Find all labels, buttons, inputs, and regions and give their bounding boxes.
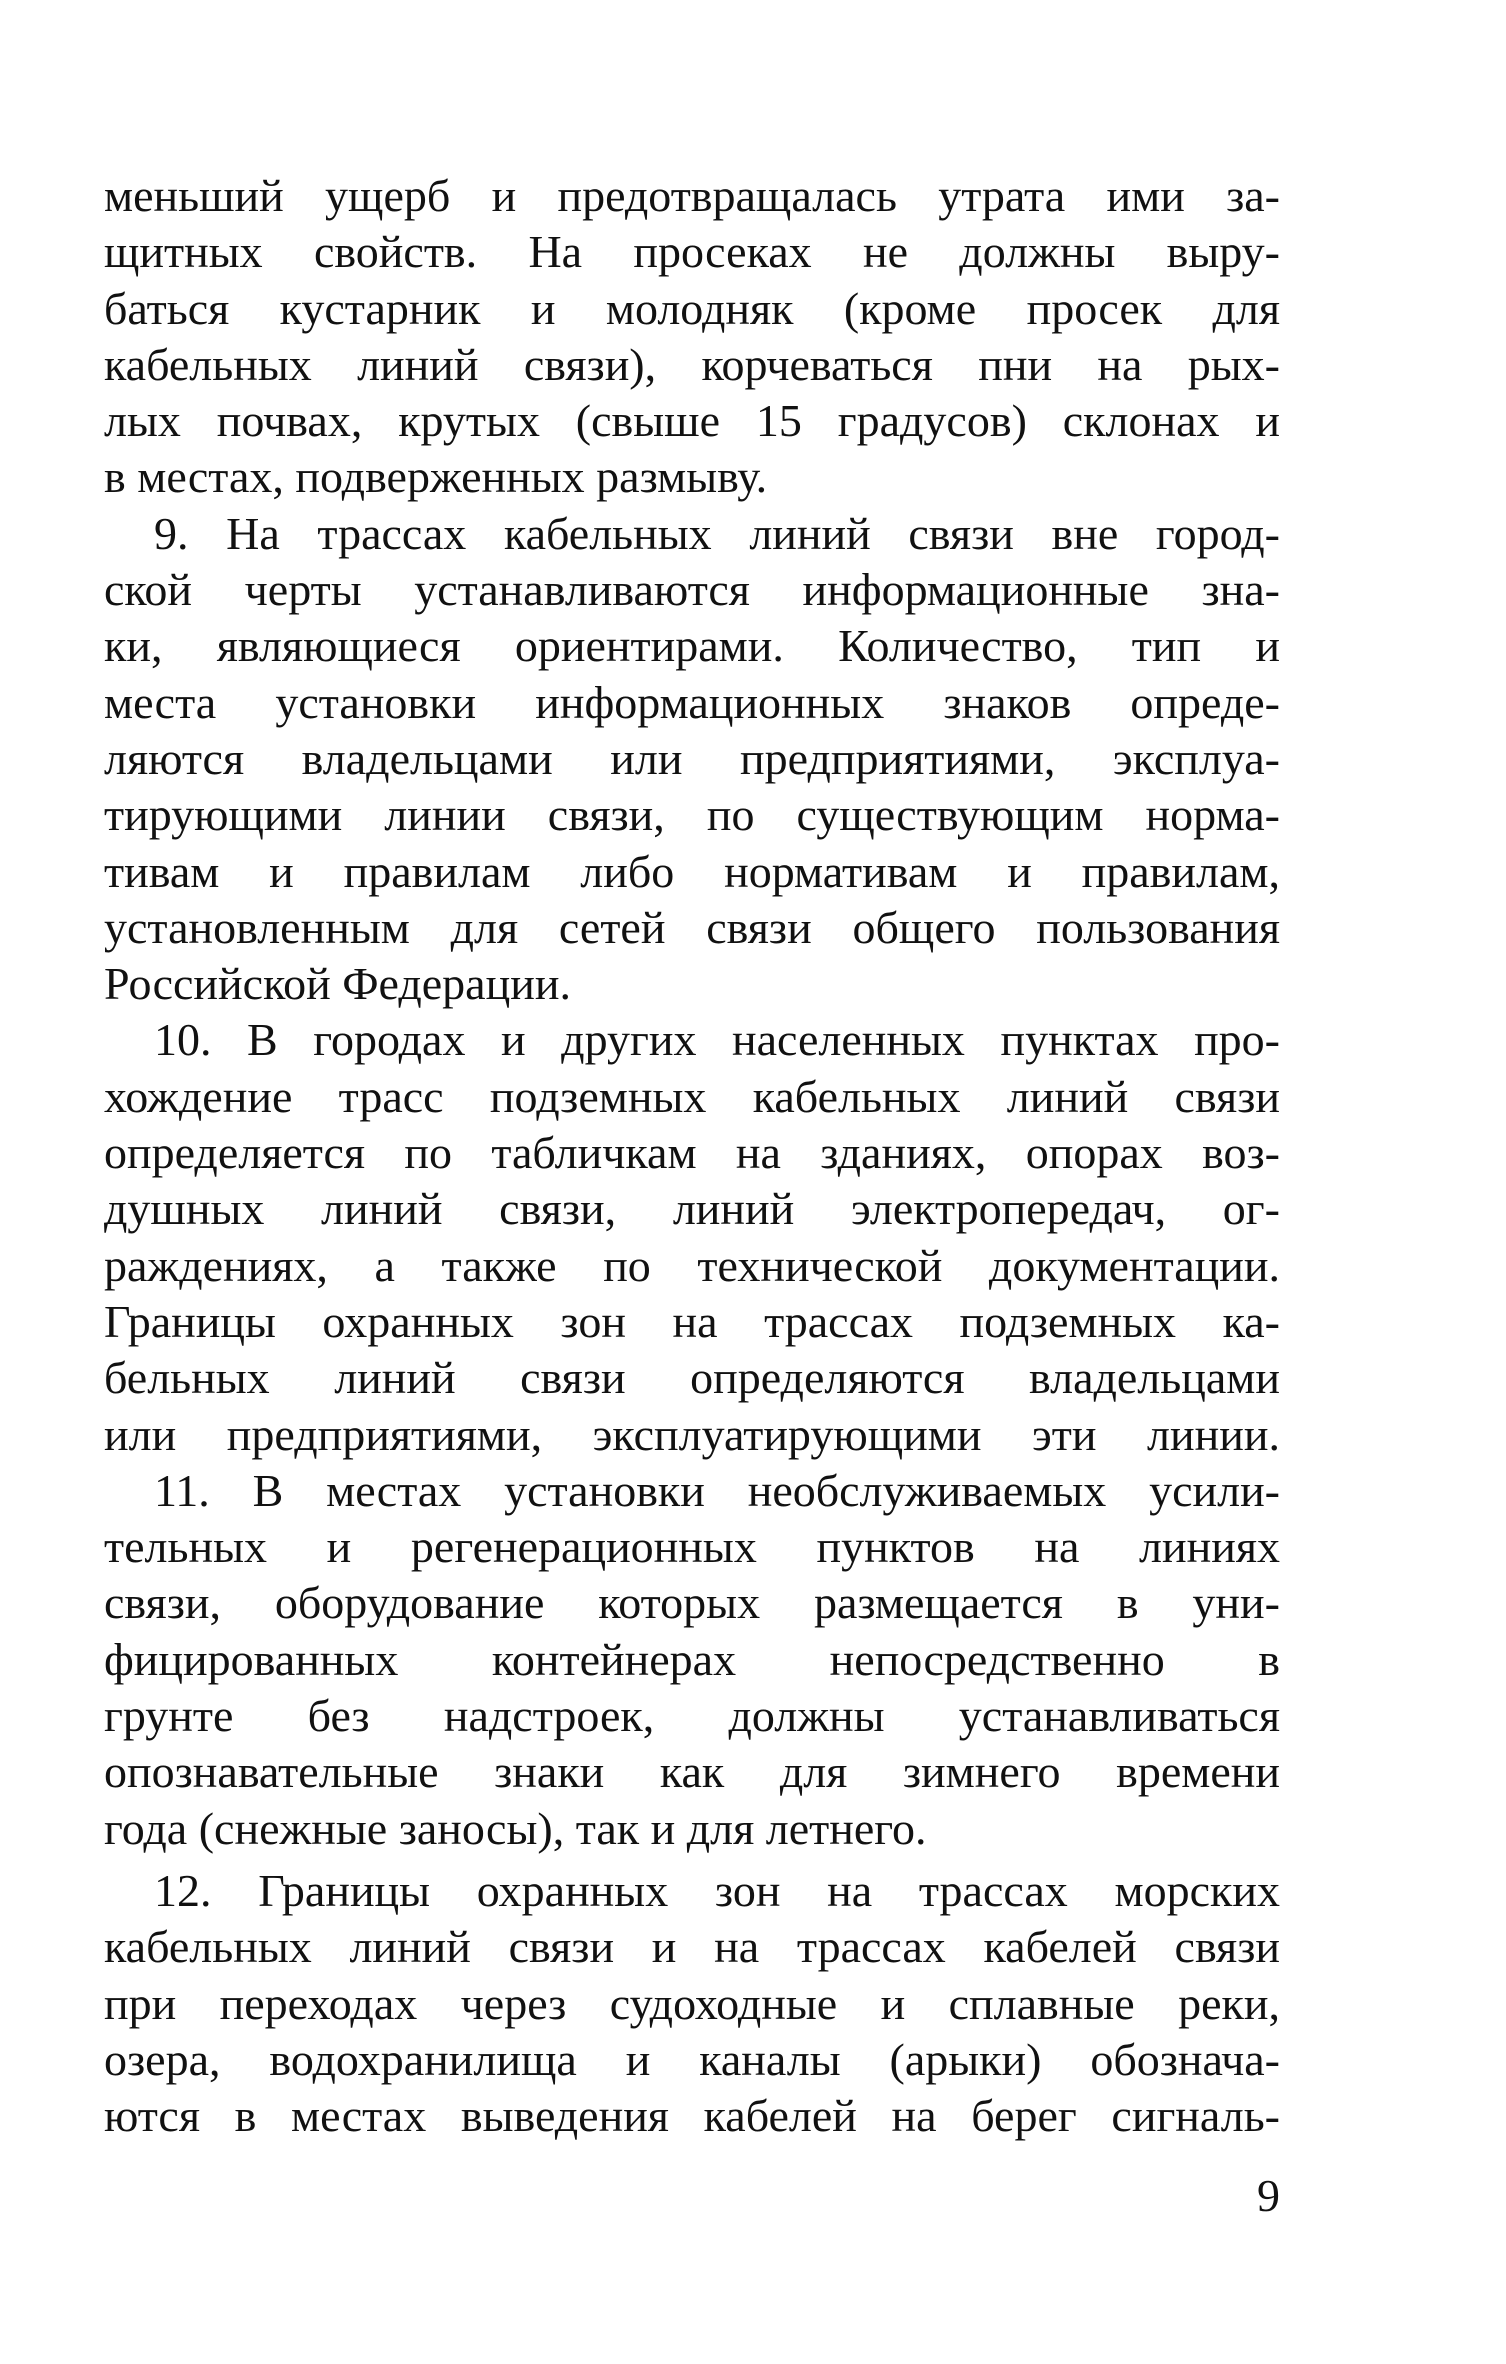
text-line: ляются владельцами или предприятиями, эксплуа- <box>104 732 1280 784</box>
paragraph-first-line: 11. В местах установки необслуживаемых усили- <box>154 1464 1280 1516</box>
text-line: опознавательные знаки как для зимнего времени <box>104 1746 1280 1798</box>
text-line: раждениях, а также по технической документации. <box>104 1239 1280 1291</box>
text-line: хождение трасс подземных кабельных линий связи <box>104 1070 1280 1122</box>
text-line: или предприятиями, эксплуатирующими эти линии. <box>104 1408 1280 1460</box>
text-line: меньший ущерб и предотвращалась утрата ими за- <box>104 170 1280 221</box>
text-line: озера, водохранилища и каналы (арыки) обознача- <box>104 2033 1280 2085</box>
paragraph-first-line: 12. Границы охранных зон на трассах морских <box>154 1864 1280 1916</box>
body-text <box>104 168 1280 2144</box>
text-line: фицированных контейнерах непосредственно в <box>104 1633 1280 1685</box>
text-line: Российской Федерации. <box>104 958 571 1010</box>
text-line: кабельных линий связи), корчеваться пни на рых- <box>104 338 1280 390</box>
paragraph-first-line: 10. В городах и других населенных пунктах про- <box>154 1014 1280 1066</box>
text-line: ются в местах выведения кабелей на берег сигналь- <box>104 2090 1280 2142</box>
text-line: тивам и правилам либо нормативам и правилам, <box>104 845 1280 897</box>
text-line: кабельных линий связи и на трассах кабелей связи <box>104 1921 1280 1973</box>
page-number: 9 <box>1257 2170 1280 2221</box>
text-line: при переходах через судоходные и сплавные реки, <box>104 1977 1280 2029</box>
text-line: баться кустарник и молодняк (кроме просек для <box>104 282 1280 334</box>
text-line: в местах, подверженных размыву. <box>104 451 768 503</box>
text-line: ки, являющиеся ориентирами. Количество, тип и <box>104 620 1280 672</box>
text-line: года (снежные заносы), так и для летнего. <box>104 1802 927 1854</box>
text-line: места установки информационных знаков опреде- <box>104 676 1280 728</box>
paragraph-first-line: 9. На трассах кабельных линий связи вне город- <box>154 507 1280 559</box>
text-line: ской черты устанавливаются информационные зна- <box>104 564 1280 616</box>
text-line: щитных свойств. На просеках не должны выру- <box>104 226 1280 278</box>
text-line: тирующими линии связи, по существующим норма- <box>104 789 1280 841</box>
text-line: бельных линий связи определяются владельцами <box>104 1352 1280 1404</box>
text-line: связи, оборудование которых размещается в уни- <box>104 1577 1280 1629</box>
text-line: определяется по табличкам на зданиях, опорах воз- <box>104 1127 1280 1179</box>
text-line: Границы охранных зон на трассах подземных ка- <box>104 1295 1280 1347</box>
text-line: душных линий связи, линий электропередач, ог- <box>104 1183 1280 1235</box>
text-line: лых почвах, крутых (свыше 15 градусов) склонах и <box>104 395 1280 447</box>
text-line: установленным для сетей связи общего пользования <box>104 901 1280 953</box>
text-line: грунте без надстроек, должны устанавливаться <box>104 1690 1280 1742</box>
text-line: тельных и регенерационных пунктов на линиях <box>104 1521 1280 1573</box>
